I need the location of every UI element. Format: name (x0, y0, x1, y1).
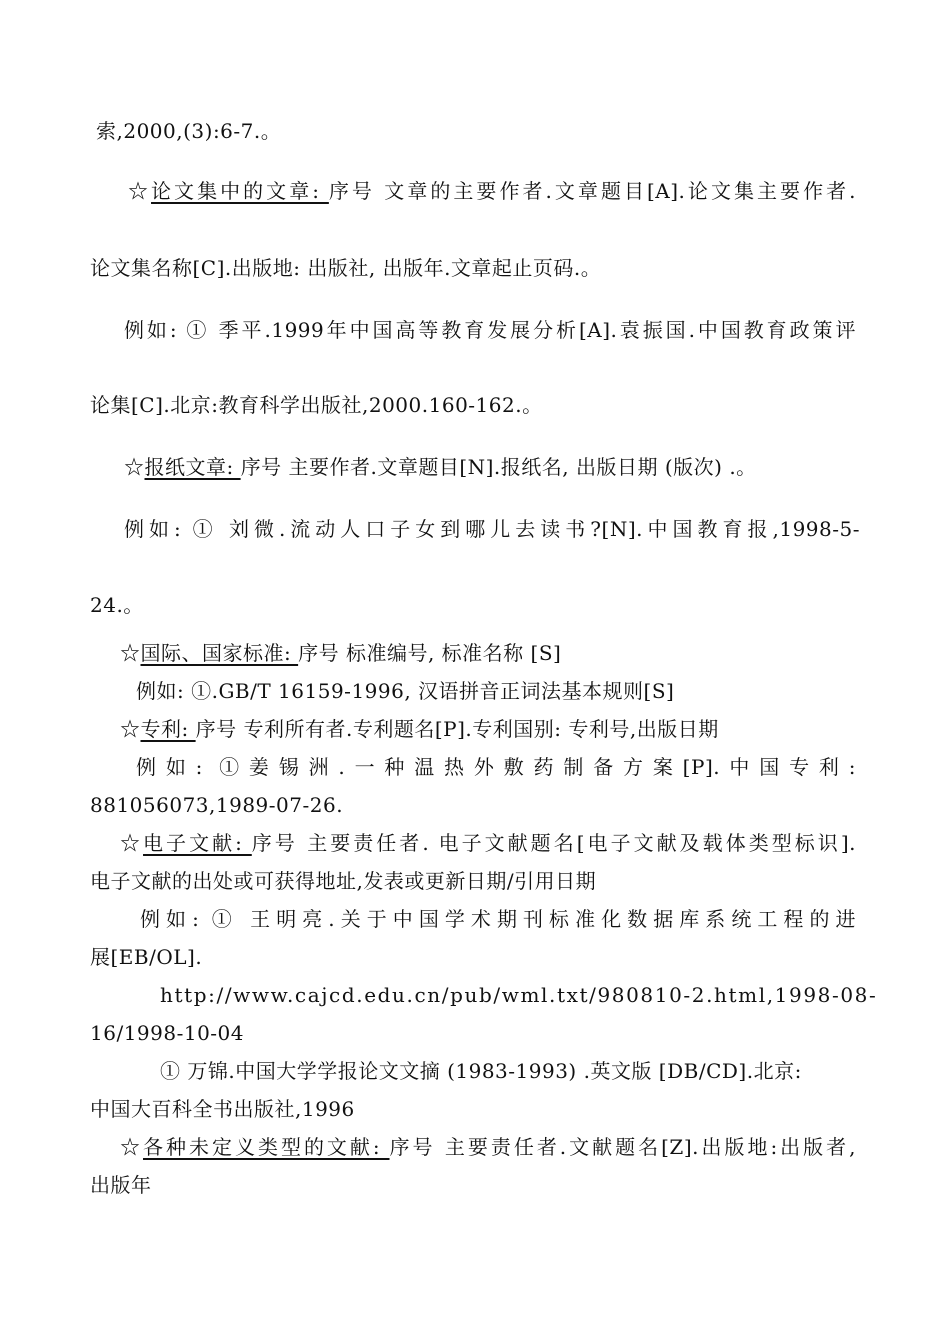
entry-type-label: 论文集中的文章: (151, 179, 329, 203)
entry-heading-standard (120, 640, 561, 666)
text-run: 展[EB/OL]. (90, 945, 203, 969)
text-line (90, 392, 543, 418)
star-icon: ☆ (124, 455, 145, 479)
text-line (90, 868, 596, 894)
text-line (90, 1172, 152, 1198)
entry-type-label: 各种未定义类型的文献: (143, 1135, 390, 1159)
text-run: 例如: ① 王明亮.关于中国学术期刊标准化数据库系统工程的进 (140, 907, 856, 931)
example-line (136, 754, 856, 780)
text-run: ① 万锦.中国大学学报论文文摘 (1983-1993) .英文版 [DB/CD].北京: (160, 1059, 802, 1083)
entry-heading-undefined (120, 1134, 856, 1160)
text-run: 例如: ①.GB/T 16159-1996, 汉语拼音正词法基本规则[S] (136, 679, 675, 703)
text-run: 例如: ① 季平.1999年中国高等教育发展分析[A].袁振国.中国教育政策评 (124, 318, 856, 342)
entry-type-label: 国际、国家标准: (140, 641, 299, 665)
text-run: 序号 专利所有者.专利题名[P].专利国别: 专利号,出版日期 (195, 717, 719, 741)
text-run: 序号 标准编号, 标准名称 [S] (298, 641, 562, 665)
entry-heading-proceedings (128, 178, 856, 204)
text-run: 电子文献的出处或可获得地址,发表或更新日期/引用日期 (90, 869, 597, 893)
text-run: 881056073,1989-07-26. (90, 793, 344, 817)
text-run: 序号 主要责任者.文献题名[Z].出版地:出版者, (389, 1135, 857, 1159)
entry-type-label: 报纸文章: (144, 455, 241, 479)
text-line (90, 944, 202, 970)
entry-heading-patent (120, 716, 719, 742)
text-run: 24.。 (90, 593, 144, 617)
text-run: 论文集名称[C].出版地: 出版社, 出版年.文章起止页码.。 (90, 256, 602, 280)
text-line (90, 255, 601, 281)
text-run: 例如: ①姜锡洲.一种温热外敷药制备方案[P].中国专利: (136, 755, 856, 779)
example-line (124, 317, 856, 343)
entry-type-label: 专利: (140, 717, 196, 741)
text-run: 序号 文章的主要作者.文章题目[A].论文集主要作者. (328, 179, 856, 203)
text-run: 序号 主要责任者. 电子文献题名[电子文献及载体类型标识]. (251, 831, 856, 855)
text-run: 序号 主要作者.文章题目[N].报纸名, 出版日期 (版次) .。 (240, 455, 757, 479)
text-line (90, 792, 343, 818)
text-line (90, 1096, 355, 1122)
url-line (160, 982, 877, 1008)
text-line (90, 1020, 244, 1046)
text-run: 16/1998-10-04 (90, 1021, 244, 1045)
star-icon: ☆ (120, 1135, 143, 1159)
entry-type-label: 电子文献: (143, 831, 252, 855)
text-run: 例如: ① 刘微.流动人口子女到哪儿去读书?[N].中国教育报,1998-5- (124, 517, 860, 541)
text-run: http://www.cajcd.edu.cn/pub/wml.txt/980810-2.html,1998-08- (160, 983, 878, 1007)
entry-heading-electronic (120, 830, 856, 856)
example-line (136, 678, 674, 704)
text-run: 中国大百科全书出版社,1996 (90, 1097, 355, 1121)
example-line (160, 1058, 802, 1084)
star-icon: ☆ (120, 831, 144, 855)
star-icon: ☆ (120, 641, 141, 665)
example-line (124, 516, 860, 542)
entry-heading-newspaper (124, 454, 757, 480)
text-line (96, 118, 281, 144)
text-line (90, 592, 144, 618)
text-run: 出版年 (90, 1173, 152, 1197)
star-icon: ☆ (128, 179, 152, 203)
text-run: 论集[C].北京:教育科学出版社,2000.160-162.。 (90, 393, 543, 417)
text-run: 索,2000,(3):6-7.。 (96, 119, 282, 143)
star-icon: ☆ (120, 717, 141, 741)
example-line (140, 906, 856, 932)
